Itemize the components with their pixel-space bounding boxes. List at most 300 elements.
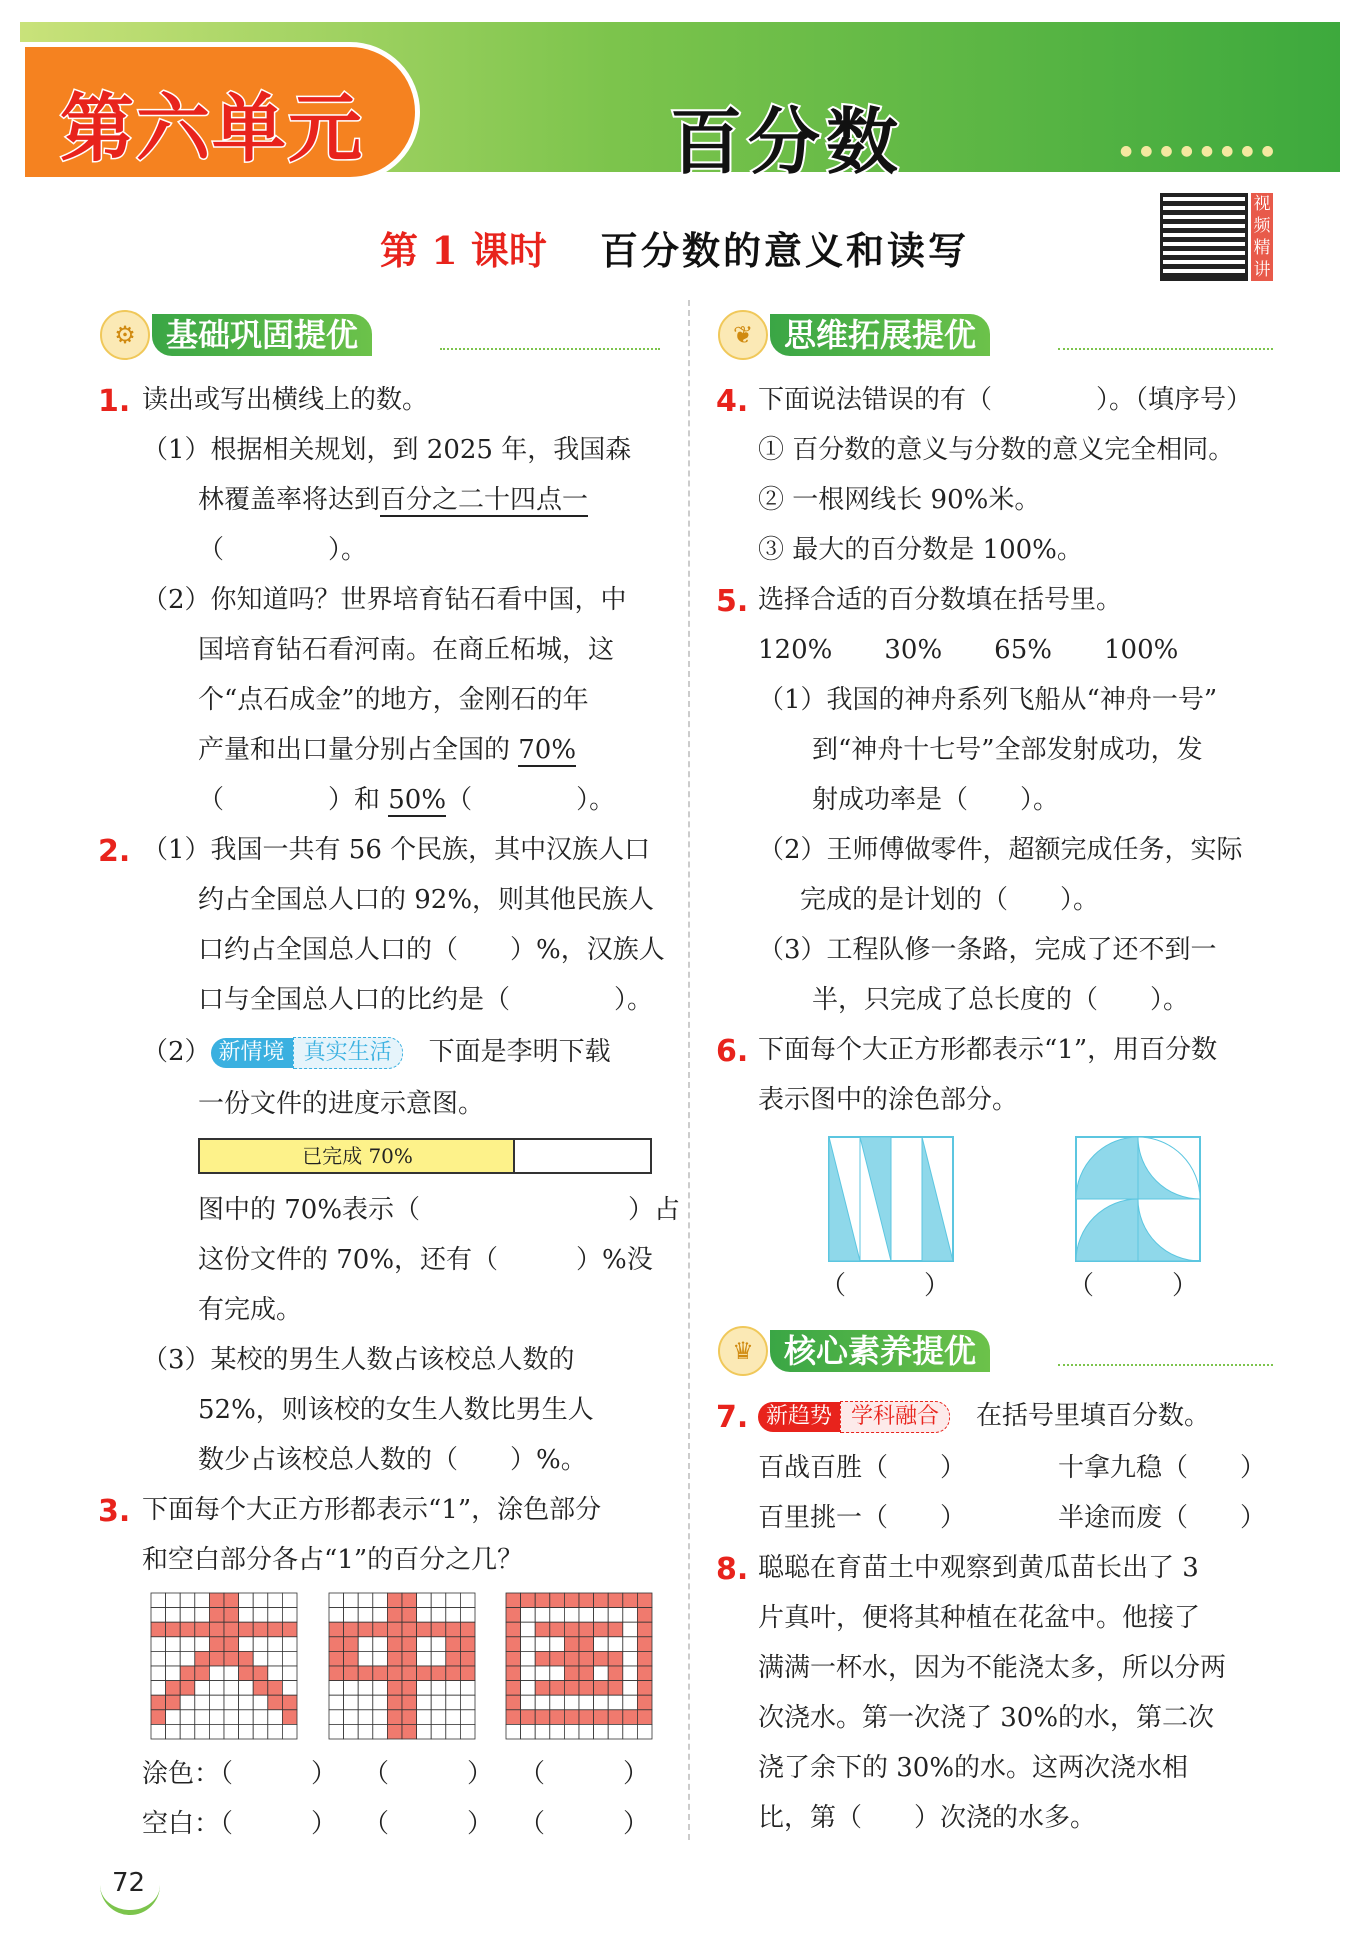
section-core [718,1326,1273,1376]
grid-cell [417,1724,432,1739]
tag-real-life: 真实生活 [293,1037,403,1069]
grid-cell [180,1681,195,1696]
grid-cell [506,1681,521,1696]
section-label: 核心素养提优 [770,1330,990,1372]
grid-cell [253,1608,268,1623]
grid-cell [180,1666,195,1681]
grid-cell [506,1666,521,1681]
grid-cell [344,1651,359,1666]
q5-line: （2）王师傅做零件，超额完成任务，实际 [758,835,1243,865]
grid-cell [151,1710,166,1725]
grid-cell [329,1681,344,1696]
grid-cell [431,1681,446,1696]
grid-cell [460,1666,475,1681]
grid-cell [446,1608,461,1623]
grid-guo [505,1592,653,1740]
grid-cell [268,1622,283,1637]
grid-cell [373,1651,388,1666]
grid-cell [431,1695,446,1710]
question-text: 读出或写出横线上的数。 [142,385,429,415]
grid-cell [282,1593,297,1608]
grid-cell [358,1651,373,1666]
grid-cell [329,1608,344,1623]
grid-cell [282,1608,297,1623]
tag-interdisciplinary: 学科融合 [840,1401,950,1433]
grid-cell [594,1593,609,1608]
grid-cell [594,1622,609,1637]
q2-line: （2） 新情境 真实生活 下面是李明下载 [142,1037,611,1067]
grid-da [150,1592,298,1740]
question-number: 6. [716,1034,749,1069]
column-divider [688,300,690,1840]
banner-dots: ●●●●●●●● [1120,143,1282,159]
unit-title: 第六单元 [60,86,364,172]
tag-new-context: 新情境 [211,1038,293,1068]
grid-cell [460,1695,475,1710]
grid-cell [608,1681,623,1696]
grid-cell [344,1710,359,1725]
grid-cell [166,1681,181,1696]
grid-cell [550,1637,565,1652]
grid-cell [608,1710,623,1725]
grid-cell [387,1681,402,1696]
grid-cell [564,1622,579,1637]
grid-cell [387,1695,402,1710]
grid-cell [417,1637,432,1652]
grid-cell [417,1651,432,1666]
q2-line[interactable]: 数少占该校总人数的（ ）%。 [198,1445,587,1475]
grid-cell [195,1695,210,1710]
grid-cell [180,1622,195,1637]
grid-cell [358,1593,373,1608]
grid-cell [623,1681,638,1696]
q2-line[interactable]: 图中的 70%表示（ ）占 [198,1195,681,1225]
q2-line: （3）某校的男生人数占该校总人数的 [142,1345,575,1375]
grid-cell [506,1651,521,1666]
grid-cell [209,1666,224,1681]
grid-cell [460,1622,475,1637]
grid-cell [253,1681,268,1696]
grid-cell [402,1637,417,1652]
grid-cell [579,1724,594,1739]
q2-line[interactable]: 口约占全国总人口的（ ）%，汉族人 [198,935,665,965]
q5-line: （3）工程队修一条路，完成了还不到一 [758,935,1217,965]
grid-cell [506,1637,521,1652]
grid-cell [253,1637,268,1652]
grid-cell [431,1666,446,1681]
grid-cell [329,1724,344,1739]
grid-cell [151,1724,166,1739]
grid-cell [594,1608,609,1623]
grid-cell [329,1593,344,1608]
grid-cell [209,1608,224,1623]
grid-cell [166,1710,181,1725]
grid-cell [535,1622,550,1637]
grid-cell [550,1724,565,1739]
grid-cell [623,1695,638,1710]
grid-cell [521,1710,536,1725]
q5-line[interactable]: 半，只完成了总长度的（ ）。 [812,985,1190,1015]
grid-cell [564,1710,579,1725]
q7-item[interactable]: 十拿九稳（ ） [1058,1453,1267,1483]
q8-line[interactable]: 比，第（ ）次浇的水多。 [758,1803,1097,1833]
grid-cell [224,1651,239,1666]
q6-line: 表示图中的涂色部分。 [758,1085,1019,1115]
grid-cell [417,1622,432,1637]
grid-cell [195,1593,210,1608]
grid-cell [209,1681,224,1696]
q6-answer[interactable]: （ ） [820,1271,951,1301]
grid-cell [623,1666,638,1681]
grid-cell [239,1651,254,1666]
answer-blank[interactable]: （ ）。 [198,535,368,565]
question-number: 8. [716,1552,749,1587]
grid-cell [550,1593,565,1608]
grid-cell [373,1666,388,1681]
grid-cell [151,1608,166,1623]
grid-cell [387,1637,402,1652]
grid-cell [431,1622,446,1637]
grid-cell [373,1681,388,1696]
grid-cell [402,1608,417,1623]
lesson-number: 第 1 课时 [380,228,547,273]
grid-cell [535,1651,550,1666]
q1-line: （2）你知道吗？世界培育钻石看中国，中 [142,585,627,615]
grid-cell [637,1637,652,1652]
grid-cell [358,1608,373,1623]
grid-cell [151,1593,166,1608]
grid-cell [166,1666,181,1681]
grid-cell [535,1666,550,1681]
grid-cell [268,1681,283,1696]
grid-cell [195,1637,210,1652]
grid-cell [268,1695,283,1710]
grid-cell [402,1681,417,1696]
q5-line: 到“神舟十七号”全部发射成功，发 [812,735,1203,765]
grid-cell [417,1608,432,1623]
figure-quarter-circles [1075,1136,1201,1262]
grid-cell [623,1622,638,1637]
grid-cell [608,1695,623,1710]
grid-cell [387,1622,402,1637]
grid-cell [224,1666,239,1681]
grid-cell [446,1724,461,1739]
q2-line[interactable]: 这份文件的 70%，还有（ ）%没 [198,1245,653,1275]
q7-line: 新趋势 学科融合 在括号里填百分数。 [758,1392,1210,1441]
grid-cell [431,1637,446,1652]
grid-cell [224,1622,239,1637]
grid-cell [195,1622,210,1637]
question-number: 2. [98,834,131,869]
grid-cell [417,1666,432,1681]
grid-cell [373,1710,388,1725]
grid-cell [387,1608,402,1623]
q5-options: 120% 30% 65% 100% [758,635,1179,665]
grid-cell [151,1681,166,1696]
grid-cell [282,1710,297,1725]
grid-cell [460,1681,475,1696]
grid-cell [579,1666,594,1681]
grid-cell [268,1724,283,1739]
grid-cell [224,1608,239,1623]
grid-cell [550,1666,565,1681]
grid-cell [431,1724,446,1739]
grid-cell [166,1724,181,1739]
grid-cell [344,1666,359,1681]
q4-line: ② 一根网线长 90%米。 [758,485,1041,515]
grid-cell [239,1710,254,1725]
figure-triangles [828,1136,954,1262]
grid-cell [417,1593,432,1608]
grid-cell [268,1651,283,1666]
grid-cell [253,1622,268,1637]
grid-cell [417,1681,432,1696]
grid-cell [239,1695,254,1710]
grid-cell [550,1651,565,1666]
q3-shaded-row[interactable]: 涂色：（ ） （ ） （ ） [142,1759,650,1789]
grid-cell [402,1724,417,1739]
grid-cell [446,1681,461,1696]
question-number: 5. [716,584,749,619]
q2-line: 52%，则该校的女生人数比男生人 [198,1395,594,1425]
grid-cell [373,1695,388,1710]
grid-cell [637,1695,652,1710]
grid-cell [224,1695,239,1710]
grid-cell [535,1695,550,1710]
grid-cell [431,1710,446,1725]
grid-cell [535,1724,550,1739]
grid-cell [594,1681,609,1696]
grid-cell [506,1593,521,1608]
q3-line: 下面每个大正方形都表示“1”，涂色部分 [142,1495,602,1525]
grid-cell [180,1593,195,1608]
grid-cell [608,1593,623,1608]
grid-cell [564,1666,579,1681]
grid-cell [402,1666,417,1681]
grid-cell [506,1622,521,1637]
grid-cell [209,1695,224,1710]
grid-cell [579,1710,594,1725]
grid-cell [166,1608,181,1623]
grid-cell [224,1724,239,1739]
grid-cell [209,1637,224,1652]
grid-cell [329,1695,344,1710]
grid-cell [417,1695,432,1710]
grid-cell [460,1637,475,1652]
q5-line[interactable]: 射成功率是（ ）。 [812,785,1060,815]
page-number: 72 [112,1868,146,1898]
grid-cell [253,1695,268,1710]
grid-cell [564,1695,579,1710]
grid-cell [550,1681,565,1696]
grid-cell [387,1666,402,1681]
q6-answer[interactable]: （ ） [1068,1271,1199,1301]
grid-cell [623,1710,638,1725]
grid-cell [506,1724,521,1739]
grid-cell [550,1695,565,1710]
q5-line[interactable]: 完成的是计划的（ ）。 [800,885,1100,915]
q2-line: 有完成。 [198,1295,303,1325]
grid-cell [446,1651,461,1666]
grid-cell [446,1637,461,1652]
q1-line[interactable]: （ ）和 50%（ ）。 [198,785,616,815]
grid-cell [358,1622,373,1637]
q1-line: 产量和出口量分别占全国的 70% [198,735,577,765]
grid-cell [579,1651,594,1666]
grid-cell [180,1608,195,1623]
sprout-icon: ❦ [718,310,768,360]
grid-cell [195,1710,210,1725]
grid-cell [623,1724,638,1739]
grid-cell [329,1710,344,1725]
grid-cell [521,1622,536,1637]
qr-code-icon[interactable] [1160,193,1248,281]
grid-cell [166,1651,181,1666]
gear-icon: ⚙ [100,310,150,360]
grid-cell [253,1651,268,1666]
grid-cell [282,1724,297,1739]
grid-cell [344,1608,359,1623]
grid-cell [402,1593,417,1608]
grid-cell [460,1710,475,1725]
grid-cell [344,1593,359,1608]
q4-line[interactable]: 下面说法错误的有（ ）。（填序号） [758,385,1253,415]
q3-blank-row[interactable]: 空白：（ ） （ ） （ ） [142,1809,650,1839]
progress-bar [198,1138,652,1174]
grid-cell [521,1724,536,1739]
grid-cell [594,1666,609,1681]
grid-cell [506,1608,521,1623]
grid-cell [344,1724,359,1739]
trophy-icon: ♛ [718,1326,768,1376]
q5-line: （1）我国的神舟系列飞船从“神舟一号” [758,685,1218,715]
grid-cell [239,1637,254,1652]
grid-cell [282,1666,297,1681]
grid-cell [637,1622,652,1637]
grid-cell [358,1666,373,1681]
grid-cell [253,1666,268,1681]
grid-cell [521,1608,536,1623]
grid-cell [180,1637,195,1652]
grid-cell [637,1651,652,1666]
grid-cell [608,1651,623,1666]
grid-cell [268,1666,283,1681]
grid-cell [209,1710,224,1725]
grid-cell [329,1637,344,1652]
grid-cell [637,1666,652,1681]
grid-cell [387,1651,402,1666]
grid-cell [521,1593,536,1608]
grid-cell [594,1637,609,1652]
grid-cell [564,1608,579,1623]
grid-cell [564,1593,579,1608]
progress-label: 已完成 70% [302,1144,413,1168]
grid-cell [402,1710,417,1725]
grid-cell [460,1651,475,1666]
q1-line: 个“点石成金”的地方，金刚石的年 [198,685,589,715]
grid-cell [579,1608,594,1623]
grid-cell [253,1710,268,1725]
grid-cell [239,1622,254,1637]
grid-cell [282,1695,297,1710]
grid-cell [373,1637,388,1652]
q3-line: 和空白部分各占“1”的百分之几？ [142,1545,524,1575]
grid-cell [446,1622,461,1637]
grid-cell [209,1724,224,1739]
grid-cell [268,1637,283,1652]
grid-cell [358,1724,373,1739]
grid-cell [180,1651,195,1666]
unit-subtitle: 百分数 [670,100,905,184]
grid-cell [151,1695,166,1710]
grid-cell [623,1608,638,1623]
grid-cell [521,1681,536,1696]
grid-cell [564,1724,579,1739]
grid-cell [417,1710,432,1725]
grid-cell [195,1608,210,1623]
grid-cell [209,1622,224,1637]
grid-cell [579,1622,594,1637]
grid-cell [521,1651,536,1666]
grid-cell [329,1651,344,1666]
grid-cell [402,1622,417,1637]
grid-cell [550,1622,565,1637]
q4-line: ① 百分数的意义与分数的意义完全相同。 [758,435,1235,465]
grid-cell [282,1651,297,1666]
grid-cell [594,1651,609,1666]
grid-cell [535,1710,550,1725]
grid-cell [344,1622,359,1637]
grid-cell [608,1637,623,1652]
grid-cell [608,1608,623,1623]
q7-item[interactable]: 百战百胜（ ） [758,1453,967,1483]
q7-item[interactable]: 百里挑一（ ） [758,1503,967,1533]
grid-cell [195,1651,210,1666]
grid-cell [253,1724,268,1739]
grid-cell [195,1724,210,1739]
grid-cell [224,1710,239,1725]
q2-line[interactable]: 口与全国总人口的比约是（ ）。 [198,985,654,1015]
grid-cell [358,1710,373,1725]
grid-cell [637,1608,652,1623]
grid-cell [151,1622,166,1637]
grid-zhong [328,1592,476,1740]
grid-cell [224,1593,239,1608]
grid-cell [166,1637,181,1652]
grid-cell [535,1608,550,1623]
grid-cell [535,1593,550,1608]
grid-cell [446,1666,461,1681]
q2-line: 约占全国总人口的 92%，则其他民族人 [198,885,655,915]
grid-cell [579,1637,594,1652]
grid-cell [637,1710,652,1725]
grid-cell [637,1593,652,1608]
grid-cell [358,1637,373,1652]
grid-cell [373,1622,388,1637]
grid-cell [344,1637,359,1652]
q1-line: （1）根据相关规划，到 2025 年，我国森 [142,435,632,465]
grid-cell [637,1681,652,1696]
grid-cell [166,1593,181,1608]
grid-cell [209,1651,224,1666]
section-label: 思维拓展提优 [770,314,990,356]
q1-line: 国培育钻石看河南。在商丘柘城，这 [198,635,615,665]
grid-cell [460,1593,475,1608]
grid-cell [446,1593,461,1608]
grid-cell [564,1637,579,1652]
q7-item[interactable]: 半途而废（ ） [1058,1503,1267,1533]
grid-cell [387,1724,402,1739]
